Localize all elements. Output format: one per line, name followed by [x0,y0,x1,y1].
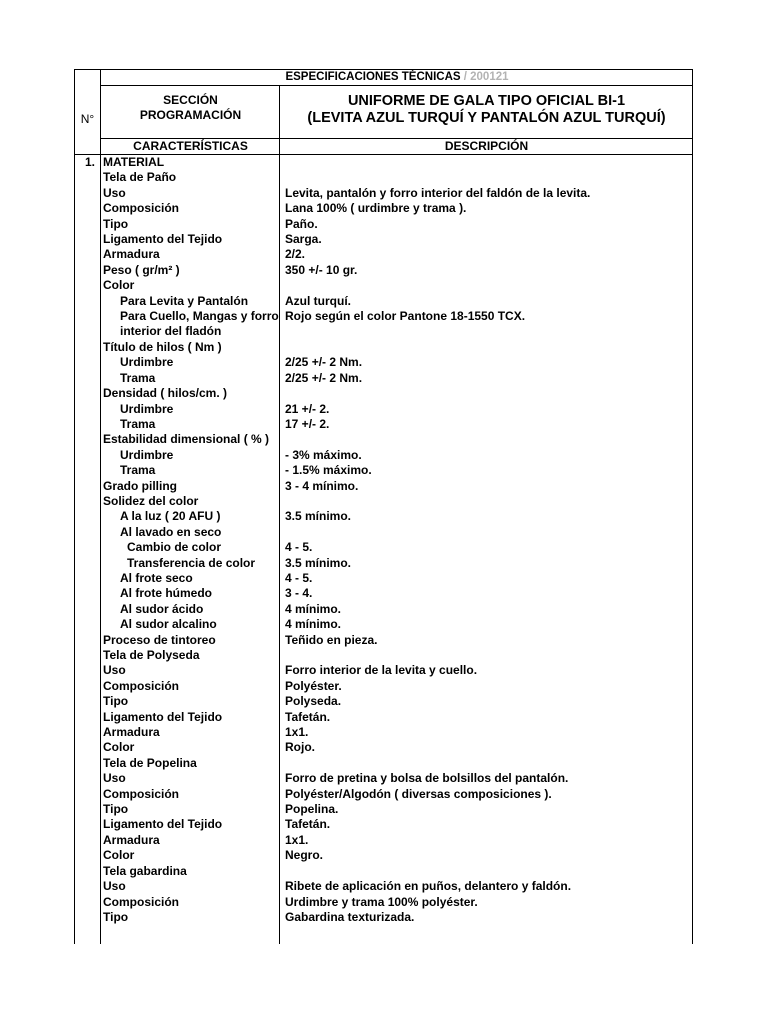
row-number [74,294,99,309]
table-row [74,479,693,494]
row-number [74,278,99,293]
row-number [74,571,99,586]
table-row [74,725,693,740]
spec-rows [74,155,693,925]
row-description: 17 +/- 2. [285,416,330,431]
table-row [74,740,693,755]
row-number [74,633,99,648]
row-number [74,556,99,571]
row-number [74,910,99,925]
row-characteristic [99,463,280,478]
row-characteristic [99,648,280,663]
characteristic-text: Para Cuello, Mangas y forro interior del fladón [120,309,279,339]
row-description [280,170,693,185]
row-number [74,586,99,601]
row-characteristic [99,263,280,278]
table-row [74,540,693,555]
characteristic-text: Transferencia de color [127,555,256,570]
characteristic-text: Armadura [103,832,160,847]
row-description: Rojo. [285,740,315,755]
row-characteristic [99,402,280,417]
row-characteristic [99,740,280,755]
table-row [74,432,693,447]
row-description: Polyseda. [285,694,342,709]
row-number [74,201,99,216]
row-description: - 1.5% máximo. [285,463,372,478]
characteristic-text: Tela de Paño [103,170,177,185]
table-row [74,355,693,370]
row-number [74,817,99,832]
row-number [74,879,99,894]
row-number [74,756,99,771]
table-row [74,879,693,894]
row-description: Polyéster. [285,678,342,693]
characteristic-text: Armadura [103,725,160,740]
row-number [74,355,99,370]
row-number [74,602,99,617]
row-number [74,479,99,494]
row-description: 3 - 4 mínimo. [285,478,359,493]
row-characteristic [99,864,280,879]
row-characteristic [99,571,280,586]
characteristic-text: Composición [103,678,180,693]
row-description: 1x1. [285,832,309,847]
table-row [74,710,693,725]
row-description: Ribete de aplicación en puños, delantero y faldón. [285,879,572,894]
characteristic-text: Tipo [103,694,129,709]
row-number [74,787,99,802]
row-characteristic [99,756,280,771]
row-characteristic [99,201,280,216]
row-characteristic [99,294,280,309]
row-description: Tafetán. [285,709,331,724]
row-number [74,864,99,879]
row-description: 4 mínimo. [285,601,342,616]
uniform-title-line1: UNIFORME DE GALA TIPO OFICIAL BI-1 [347,93,626,109]
row-description [280,340,693,355]
row-number [74,170,99,185]
row-description [280,155,693,170]
spec-table [74,69,693,944]
table-row [74,186,693,201]
row-characteristic [99,679,280,694]
characteristic-text: Para Levita y Pantalón [120,293,249,308]
row-description: 2/2. [285,247,306,262]
table-row [74,848,693,863]
row-number [74,217,99,232]
table-row [74,771,693,786]
table-row [74,170,693,185]
row-description [280,648,693,663]
characteristic-text: Tela de Polyseda [103,648,200,662]
row-number [74,232,99,247]
characteristic-text: Composición [103,894,180,909]
row-characteristic [99,340,280,355]
characteristic-text: MATERIAL [103,155,165,169]
characteristic-text: Estabilidad dimensional ( % ) [103,432,270,447]
table-row [74,571,693,586]
row-characteristic [99,525,280,540]
row-number [74,895,99,910]
row-description: - 3% máximo. [285,447,362,462]
spec-title [101,69,693,85]
row-characteristic [99,217,280,232]
table-row [74,586,693,601]
characteristic-text: Ligamento del Tejido [103,232,223,247]
row-number [74,540,99,555]
row-description: 1x1. [285,725,309,740]
row-description [280,278,693,293]
header-divider-1 [100,85,693,86]
row-description [280,525,693,540]
table-row [74,633,693,648]
row-number [74,371,99,386]
row-characteristic [99,540,280,555]
row-number [74,679,99,694]
row-characteristic [99,309,280,340]
row-number [74,386,99,401]
row-characteristic [99,787,280,802]
table-row [74,679,693,694]
table-row [74,895,693,910]
row-characteristic [99,633,280,648]
seccion-header [101,93,280,123]
row-description [280,756,693,771]
table-row [74,617,693,632]
row-number [74,509,99,524]
characteristic-text: Proceso de tintoreo [103,632,216,647]
uniform-title-line2: (LEVITA AZUL TURQUÍ Y PANTALÓN AZUL TURQUÍ) [307,110,666,126]
characteristic-text: Uso [103,771,126,786]
table-row [74,371,693,386]
characteristic-text: Al frote húmedo [120,586,212,601]
column-header-descripcion: DESCRIPCIÓN [444,139,529,153]
row-characteristic [99,771,280,786]
characteristic-text: Tipo [103,216,129,231]
row-characteristic [99,802,280,817]
row-description: Tafetán. [285,817,331,832]
row-description: Teñido en pieza. [285,632,378,647]
characteristic-text: Al lavado en seco [120,524,222,539]
row-description: Lana 100% ( urdimbre y trama ). [285,201,467,216]
row-characteristic [99,833,280,848]
row-number [74,648,99,663]
characteristic-text: Trama [120,370,156,385]
characteristic-text: Tipo [103,909,129,924]
row-description: Levita, pantalón y forro interior del faldón de la levita. [285,185,591,200]
row-number [74,247,99,262]
table-row [74,602,693,617]
row-description: 4 - 5. [285,570,313,585]
row-description: Gabardina texturizada. [285,909,415,924]
row-number [74,463,99,478]
table-row [74,833,693,848]
characteristic-text: Color [103,848,135,863]
seccion-line2: PROGRAMACIÓN [139,108,242,122]
characteristic-text: Título de hilos ( Nm ) [103,339,222,354]
table-row [74,910,693,925]
table-row [74,155,693,170]
table-row [74,494,693,509]
row-characteristic [99,186,280,201]
spec-title-text: ESPECIFICACIONES TÉCNICAS [285,71,461,83]
row-characteristic [99,371,280,386]
table-row [74,509,693,524]
row-description: 21 +/- 2. [285,401,330,416]
row-description: Rojo según el color Pantone 18-1550 TCX. [285,309,526,324]
row-number [74,617,99,632]
characteristic-text: Al sudor alcalino [120,617,217,632]
row-description [280,432,693,447]
row-number [74,802,99,817]
row-characteristic [99,817,280,832]
row-characteristic [99,494,280,509]
row-characteristic [99,448,280,463]
row-description: 2/25 +/- 2 Nm. [285,355,363,370]
row-characteristic [99,417,280,432]
row-number [74,663,99,678]
row-number [74,725,99,740]
row-description [280,494,693,509]
characteristic-text: Uso [103,663,126,678]
table-row [74,525,693,540]
uniform-title [280,93,693,127]
row-number [74,494,99,509]
table-row [74,463,693,478]
row-number [74,710,99,725]
characteristic-text: Grado pilling [103,478,177,493]
row-characteristic [99,663,280,678]
row-description: Azul turquí. [285,293,351,308]
row-description [280,386,693,401]
row-description: 2/25 +/- 2 Nm. [285,370,363,385]
row-description: 4 mínimo. [285,617,342,632]
table-row [74,232,693,247]
spec-code: / 200121 [463,71,509,83]
characteristic-text: Trama [120,463,156,478]
row-number [74,833,99,848]
row-description: Paño. [285,216,318,231]
row-characteristic [99,879,280,894]
characteristic-text: Tipo [103,802,129,817]
characteristic-text: Color [103,278,135,293]
row-characteristic [99,479,280,494]
row-description: Forro de pretina y bolsa de bolsillos del pantalón. [285,771,569,786]
table-row [74,556,693,571]
row-characteristic [99,710,280,725]
characteristic-text: Densidad ( hilos/cm. ) [103,386,228,401]
table-row [74,247,693,262]
table-row [74,817,693,832]
row-number [74,432,99,447]
row-characteristic [99,509,280,524]
table-row [74,663,693,678]
characteristic-text: Tela de Popelina [103,755,197,770]
characteristic-text: Solidez del color [103,493,199,508]
row-number [74,448,99,463]
row-characteristic [99,910,280,925]
table-row [74,864,693,879]
row-characteristic [99,617,280,632]
characteristic-text: Ligamento del Tejido [103,709,223,724]
row-characteristic [99,556,280,571]
characteristic-text: Ligamento del Tejido [103,817,223,832]
table-row [74,201,693,216]
table-row [74,787,693,802]
characteristic-text: Peso ( gr/m² ) [103,262,180,277]
characteristic-text: Composición [103,786,180,801]
table-row [74,217,693,232]
table-row [74,278,693,293]
row-description: Negro. [285,848,324,863]
characteristic-text: Urdimbre [120,401,174,416]
characteristic-text: Uso [103,879,126,894]
row-number [74,417,99,432]
characteristic-text: Al sudor ácido [120,601,204,616]
row-description: 350 +/- 10 gr. [285,262,358,277]
row-number [74,186,99,201]
row-description: 3.5 mínimo. [285,509,352,524]
row-number [74,309,99,340]
characteristic-text: Uso [103,185,126,200]
characteristic-text: A la luz ( 20 AFU ) [120,509,221,524]
characteristic-text: Urdimbre [120,447,174,462]
table-row [74,294,693,309]
row-characteristic [99,386,280,401]
row-characteristic [99,232,280,247]
row-number [74,740,99,755]
row-number [74,525,99,540]
row-characteristic [99,725,280,740]
row-characteristic [99,432,280,447]
row-number: 1. [84,155,95,169]
characteristic-text: Cambio de color [127,540,222,555]
characteristic-text: Trama [120,416,156,431]
row-number [74,402,99,417]
table-row [74,309,693,340]
table-row [74,448,693,463]
row-description: Sarga. [285,232,322,247]
characteristic-text: Al frote seco [120,570,193,585]
row-description: Forro interior de la levita y cuello. [285,663,478,678]
characteristic-text: Tela gabardina [103,863,187,878]
table-row [74,417,693,432]
table-row [74,402,693,417]
row-number [74,771,99,786]
row-description: Polyéster/Algodón ( diversas composiciones ). [285,786,552,801]
row-characteristic [99,694,280,709]
row-characteristic [99,170,280,185]
table-row [74,340,693,355]
row-description: Urdimbre y trama 100% polyéster. [285,894,478,909]
characteristic-text: Composición [103,201,180,216]
seccion-line1: SECCIÓN [163,93,218,107]
row-description: Popelina. [285,802,339,817]
characteristic-text: Armadura [103,247,160,262]
characteristic-text: Color [103,740,135,755]
row-number [74,848,99,863]
table-row [74,756,693,771]
row-characteristic [99,155,280,170]
row-characteristic [99,895,280,910]
row-number [74,694,99,709]
row-characteristic [99,848,280,863]
row-characteristic [99,602,280,617]
row-description: 3 - 4. [285,586,313,601]
table-row [74,694,693,709]
row-characteristic [99,247,280,262]
row-characteristic [99,586,280,601]
row-number [74,263,99,278]
column-header-caracteristicas: CARACTERÍSTICAS [133,139,248,153]
table-row [74,263,693,278]
table-row [74,386,693,401]
number-header: N° [80,112,95,126]
table-row [74,802,693,817]
table-row [74,648,693,663]
row-description [280,864,693,879]
characteristic-text: Urdimbre [120,355,174,370]
row-number [74,340,99,355]
row-description: 3.5 mínimo. [285,555,352,570]
row-description: 4 - 5. [285,540,313,555]
row-characteristic [99,278,280,293]
row-characteristic [99,355,280,370]
